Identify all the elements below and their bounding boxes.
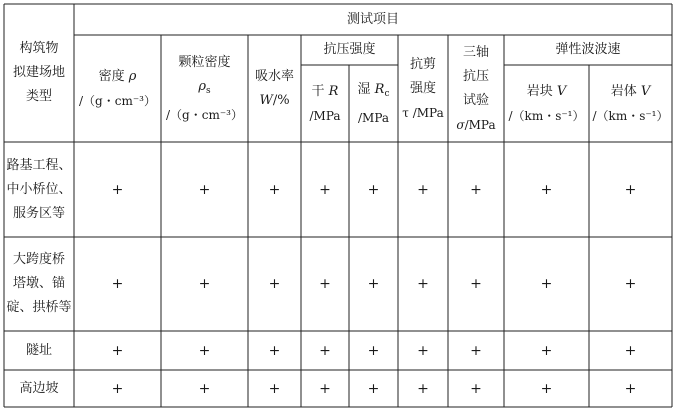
col-rock-mass-header bbox=[589, 65, 672, 142]
density-unit: /（g・cm⁻³） bbox=[79, 93, 156, 108]
row-3-rock-mass: + bbox=[624, 342, 637, 359]
row-2-wet: + bbox=[367, 276, 380, 292]
particle-density-label: 颗粒密度 bbox=[178, 54, 231, 70]
density-symbol: ρ bbox=[128, 68, 137, 84]
shear-label-1: 抗剪 bbox=[409, 56, 436, 72]
row-2-type-line-1: 大跨度桥 bbox=[12, 252, 65, 267]
rock-block-unit: /（km・s⁻¹） bbox=[508, 108, 585, 123]
row-2-type-line-2: 塔墩、锚 bbox=[12, 276, 65, 291]
row-2-dry: + bbox=[319, 276, 331, 292]
row-2-type bbox=[4, 237, 74, 331]
compressive-label: 抗压强度 bbox=[323, 42, 376, 57]
row-3-type-line-1: 隧址 bbox=[25, 342, 52, 358]
triaxial-symbol: σ bbox=[456, 117, 465, 132]
row-1-shear: + bbox=[417, 181, 429, 198]
triaxial-label-2: 抗压 bbox=[462, 68, 489, 84]
absorption-label: 吸水率 bbox=[254, 68, 294, 84]
row-type-header-line-3: 类型 bbox=[25, 89, 52, 104]
row-1-density: + bbox=[111, 181, 124, 198]
rock-mass-symbol: V bbox=[640, 83, 651, 99]
shear-symbol: τ bbox=[402, 105, 409, 120]
row-1-type-line-2: 中小桥位、 bbox=[6, 181, 72, 197]
col-absorption-header bbox=[248, 35, 301, 142]
row-1-absorption: + bbox=[268, 181, 281, 198]
row-2-absorption: + bbox=[268, 276, 281, 292]
density-label: 密度 bbox=[98, 68, 125, 84]
row-type-header-line-2: 拟建场地 bbox=[12, 65, 65, 80]
col-particle-density-header bbox=[161, 35, 248, 142]
row-4-type-line-1: 高边坡 bbox=[19, 380, 59, 396]
absorption-symbol: W bbox=[259, 92, 273, 108]
rock-mass-label: 岩体 bbox=[610, 83, 637, 99]
row-3-absorption: + bbox=[268, 342, 281, 359]
absorption-unit: /% bbox=[272, 92, 290, 108]
row-1-particle-density: + bbox=[198, 181, 211, 198]
row-4-dry: + bbox=[319, 380, 331, 397]
row-4-wet: + bbox=[367, 380, 380, 397]
row-2-particle-density: + bbox=[198, 276, 211, 292]
row-3-particle-density: + bbox=[198, 342, 211, 359]
row-1-triaxial: + bbox=[470, 181, 482, 198]
triaxial-label-3: 试验 bbox=[462, 92, 489, 108]
particle-density-subscript: s bbox=[206, 85, 211, 96]
col-triaxial-header bbox=[448, 35, 504, 142]
triaxial-label-1: 三轴 bbox=[462, 44, 489, 60]
dry-unit: /MPa bbox=[309, 108, 341, 123]
wet-label: 湿 bbox=[357, 81, 371, 97]
row-2-density: + bbox=[111, 276, 124, 292]
row-2-type-line-3: 碇、拱桥等 bbox=[6, 300, 72, 315]
row-4-shear: + bbox=[417, 380, 429, 397]
col-density-header bbox=[74, 35, 161, 142]
col-wet-header bbox=[349, 65, 398, 142]
col-dry-header bbox=[301, 65, 349, 142]
row-1-dry: + bbox=[319, 181, 331, 198]
row-4-density: + bbox=[111, 380, 124, 397]
row-4-type bbox=[4, 370, 74, 407]
wave-velocity-group-header bbox=[504, 35, 672, 65]
particle-density-unit: /（g・cm⁻³） bbox=[166, 107, 243, 122]
wave-velocity-label: 弹性波波速 bbox=[555, 42, 621, 57]
row-type-header bbox=[4, 4, 74, 142]
wet-subscript: c bbox=[384, 88, 390, 99]
rock-block-symbol: V bbox=[556, 83, 567, 99]
dry-symbol: R bbox=[328, 83, 339, 99]
row-1-type-line-1: 路基工程、 bbox=[6, 157, 72, 173]
wet-unit: /MPa bbox=[357, 110, 390, 125]
row-2-shear: + bbox=[417, 276, 429, 292]
col-rock-block-header bbox=[504, 65, 589, 142]
row-4-triaxial: + bbox=[470, 380, 482, 397]
row-3-dry: + bbox=[319, 342, 331, 359]
row-3-triaxial: + bbox=[470, 342, 482, 359]
row-4-absorption: + bbox=[268, 380, 281, 397]
row-3-density: + bbox=[111, 342, 124, 359]
shear-unit: /MPa bbox=[412, 105, 444, 120]
group-header bbox=[74, 4, 672, 35]
group-header-label: 测试项目 bbox=[346, 11, 399, 27]
triaxial-unit: /MPa bbox=[464, 117, 496, 132]
row-1-rock-mass: + bbox=[624, 181, 637, 198]
row-2-rock-mass: + bbox=[624, 276, 637, 292]
row-1-rock-block: + bbox=[540, 181, 553, 198]
row-1-type-line-3: 服务区等 bbox=[12, 205, 65, 221]
row-3-shear: + bbox=[417, 342, 429, 359]
row-2-triaxial: + bbox=[470, 276, 482, 292]
rock-block-label: 岩块 bbox=[526, 83, 553, 99]
wet-symbol: R bbox=[374, 81, 385, 97]
rock-mass-unit: /（km・s⁻¹） bbox=[592, 108, 669, 123]
row-1-wet: + bbox=[367, 181, 380, 198]
row-4-rock-block: + bbox=[540, 380, 553, 397]
shear-label-2: 强度 bbox=[409, 80, 436, 96]
row-4-rock-mass: + bbox=[624, 380, 637, 397]
particle-density-symbol: ρ bbox=[198, 78, 207, 94]
dry-label: 干 bbox=[311, 83, 325, 99]
row-2-rock-block: + bbox=[540, 276, 553, 292]
compressive-group-header bbox=[301, 35, 398, 65]
col-shear-header bbox=[398, 35, 448, 142]
row-type-header-line-1: 构筑物 bbox=[19, 41, 59, 56]
row-1-type bbox=[4, 142, 74, 237]
row-3-rock-block: + bbox=[540, 342, 553, 359]
row-3-type bbox=[4, 331, 74, 370]
row-4-particle-density: + bbox=[198, 380, 211, 397]
row-3-wet: + bbox=[367, 342, 380, 359]
